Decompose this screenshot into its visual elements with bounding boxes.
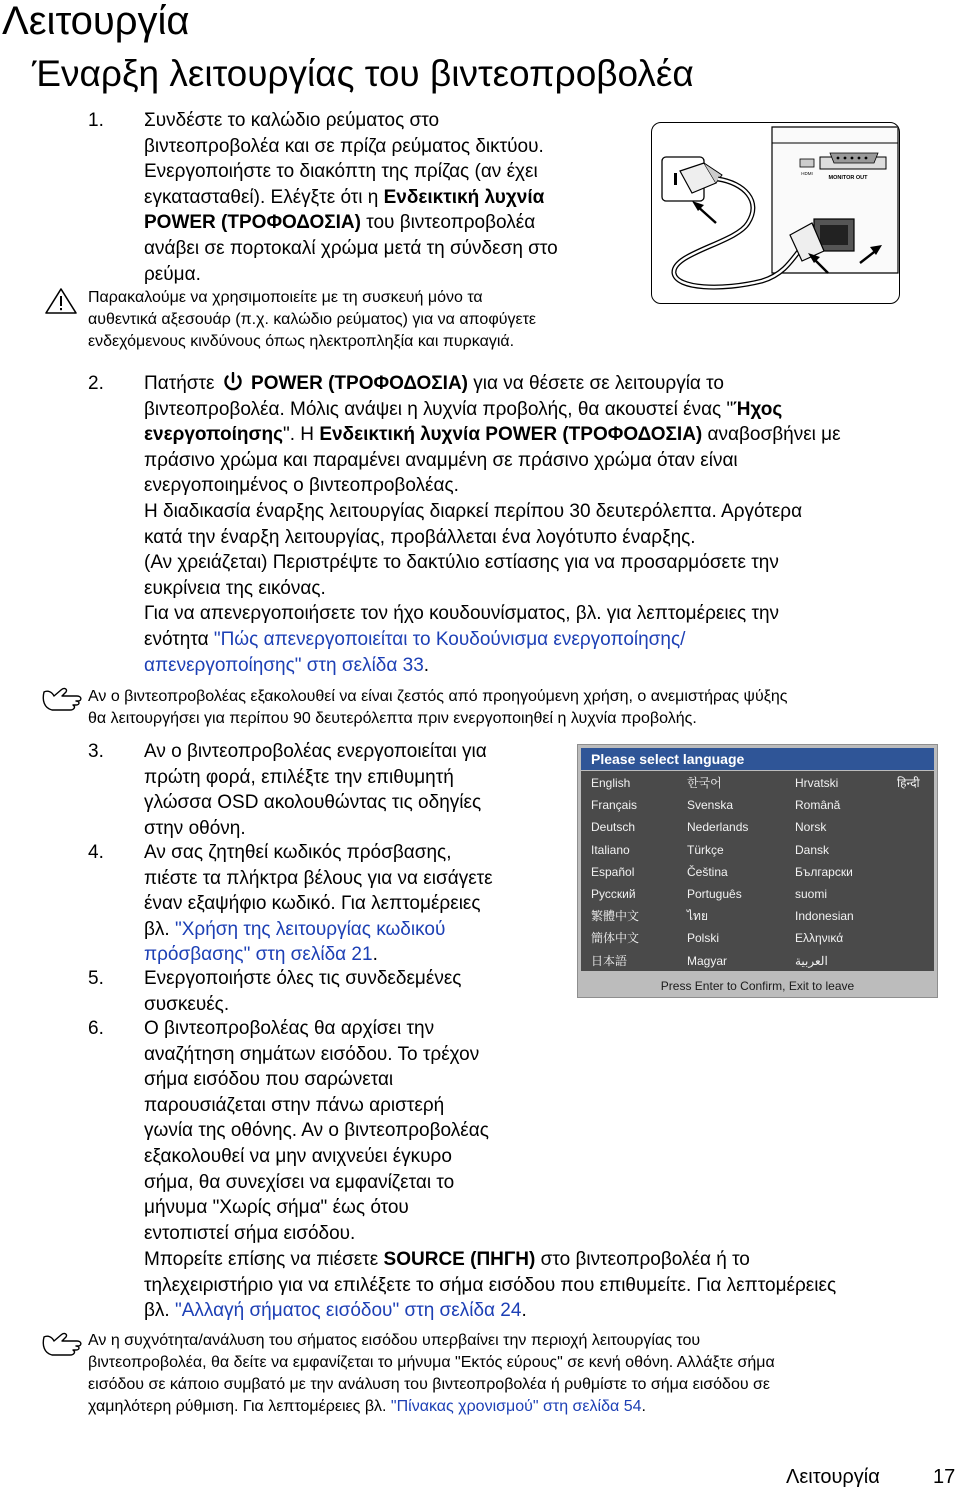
hdmi-label: HDMI: [801, 171, 813, 176]
osd-language-grid: [581, 771, 934, 971]
osd-language-option[interactable]: Dansk: [795, 842, 830, 857]
osd-language-option[interactable]: ไทย: [687, 909, 708, 924]
link-source-section[interactable]: "Αλλαγή σήματος εισόδου" στη σελίδα 24: [175, 1300, 522, 1322]
power-cord-illustration: [651, 122, 900, 304]
warning-text: Παρακαλούμε να χρησιμοποιείτε με τη συσκευή μόνο τα αυθεντικά αξεσουάρ (π.χ. καλώδιο ρεύματος) για να αποφύγετε ενδεχόμενους κινδύνους όπως ηλεκτροπληξία και πυρκαγιά.: [88, 289, 537, 350]
step-4-number: 4.: [88, 842, 104, 863]
section-title: Λειτουργία: [2, 0, 190, 43]
warning-triangle-icon: [44, 287, 78, 315]
monitor-out-label: MONITOR OUT: [828, 175, 868, 181]
osd-language-option[interactable]: Français: [591, 798, 638, 813]
osd-language-option[interactable]: Português: [687, 887, 742, 901]
indicator-lamp-term: Ενδεικτική λυχνία: [383, 186, 545, 208]
page-number: 17: [933, 1466, 956, 1488]
osd-language-menu: [577, 744, 938, 998]
step-6-text: Ο βιντεοπροβολέας θα αρχίσει την αναζήτηση σημάτων εισόδου. Το τρέχον σήμα εισόδου που σαρώνεται παρουσιάζεται στην πάνω αριστερή γωνία της οθόνης. Αν ο βιντεοπροβολέας εξακολουθεί να μην ανιχνεύει έγκυρο σήμα, θα συνεχίσει να εμφανίζεται το μήνυμα "Χωρίς σήμα" έως ότου εντοπιστεί σήμα εισόδου.: [144, 1018, 489, 1244]
osd-language-row: [581, 862, 934, 882]
osd-language-option[interactable]: suomi: [795, 887, 828, 901]
osd-language-option[interactable]: 繁體中文: [591, 909, 640, 924]
link-chime-section[interactable]: "Πώς απενεργοποιείται το Κουδούνισμα ενεργοποίησης/: [213, 628, 686, 650]
osd-language-row: [581, 884, 934, 904]
osd-language-option[interactable]: 日本語: [591, 953, 628, 968]
power-button-icon: [220, 372, 246, 392]
osd-language-option[interactable]: Deutsch: [591, 820, 636, 835]
osd-language-option[interactable]: English: [591, 776, 631, 790]
osd-footer: Press Enter to Confirm, Exit to leave: [660, 979, 855, 993]
step-1-text: Συνδέστε το καλώδιο ρεύματος στο βιντεοπροβολέα και σε πρίζα ρεύματος δικτύου. Ενεργοποιήστε το διακόπτη της πρίζας (αν έχει εγκατασταθεί). Ελέγξτε ότι η Ενδεικτική λυχνία POWER (ΤΡΟΦΟΔΟΣΙΑ) του βιντεοπροβολέα ανάβει σε πορτοκαλί χρώμα μετά τη σύνδεση στο ρεύμα.: [144, 110, 558, 285]
osd-language-option[interactable]: Čeština: [687, 864, 728, 879]
osd-language-option[interactable]: Polski: [687, 931, 720, 946]
link-timing-table[interactable]: "Πίνακας χρονισμού" στη σελίδα 54: [390, 1398, 642, 1415]
osd-language-row: [581, 951, 934, 971]
osd-language-row: [581, 906, 934, 926]
footer-section-label: Λειτουργία: [786, 1466, 880, 1488]
step-4-text: Αν σας ζητηθεί κωδικός πρόσβασης, πιέστε τα πλήκτρα βέλους για να εισάγετε έναν εξαψήφιο κωδικό. Για λεπτομέρειες βλ. "Χρήση της λειτουργίας κωδικού πρόσβασης" στη σελίδα 21.: [144, 842, 493, 966]
step-5-number: 5.: [88, 968, 104, 989]
link-password-section[interactable]: "Χρήση της λειτουργίας κωδικού: [175, 918, 446, 940]
osd-language-option[interactable]: Hrvatski: [795, 776, 839, 790]
subsection-title: Έναρξη λειτουργίας του βιντεοπροβολέα: [32, 53, 694, 94]
osd-language-row: [581, 795, 934, 815]
osd-language-option[interactable]: Español: [591, 864, 635, 879]
osd-language-option[interactable]: Nederlands: [687, 820, 749, 835]
osd-language-option[interactable]: Indonesian: [795, 909, 854, 924]
note-hand-icon: [40, 686, 84, 714]
osd-title: Please select language: [581, 748, 934, 770]
note-1-text: Αν ο βιντεοπροβολέας εξακολουθεί να είναι ζεστός από προηγούμενη χρήση, ο ανεμιστήρας ψύξης θα λειτουργήσει για περίπου 90 δευτερόλεπτα πριν ενεργοποιηθεί η λυχνία προβολής.: [88, 688, 788, 727]
osd-language-option[interactable]: Русский: [591, 887, 636, 901]
step-6-number: 6.: [88, 1018, 104, 1039]
osd-language-row: [581, 840, 934, 860]
step-1-number: 1.: [88, 110, 104, 131]
step-2-number: 2.: [88, 373, 104, 394]
osd-language-option[interactable]: 簡体中文: [591, 931, 640, 946]
step-2-text: Πατήστε POWER (ΤΡΟΦΟΔΟΣΙΑ) για να θέσετε σε λειτουργία το βιντεοπροβολέα. Μόλις ανάψει η λυχνία προβολής, θα ακουστεί ένας "Ήχος ενεργοποίησης". Η Ενδεικτική λυχνία POWER (ΤΡΟΦΟΔΟΣΙΑ) αναβοσβήνει με πράσινο χρώμα και παραμένει αναμμένη σε πράσινο χρώμα όταν είναι ενεργοποιημένος ο βιντεοπροβολέας. Η διαδικασία έναρξης λειτουργίας διαρκεί περίπου 30 δευτερόλεπτα. Αργότερα κατά την έναρξη λειτουργίας, προβάλλεται ένα λογότυπο έναρξης. (Αν χρειάζεται) Περιστρέψτε το δακτύλιο εστίασης για να προσαρμόσετε την ευκρίνεια της εικόνας. Για να απενεργοποιήσετε τον ήχο κουδουνίσματος, βλ. για λεπτομέρειες την ενότητα "Πώς απενεργοποιείται το Κουδούνισμα ενεργοποίησης/ απενεργοποίησης" στη σελίδα 33.: [144, 373, 841, 676]
osd-language-row: [581, 773, 934, 793]
osd-language-option[interactable]: العربية: [795, 953, 828, 968]
osd-language-option[interactable]: Norsk: [795, 820, 827, 835]
osd-language-option[interactable]: Italiano: [591, 842, 630, 857]
osd-language-option[interactable]: Svenska: [687, 798, 734, 813]
note-2-text: Αν η συχνότητα/ανάλυση του σήματος εισόδου υπερβαίνει την περιοχή λειτουργίας του βιντεοπροβολέα, θα δείτε να εμφανίζεται το μήνυμα "Εκτός εύρους" σε κενή οθόνη. Αλλάξτε σήμα εισόδου σε κάποιο συμβατό με την ανάλυση του βιντεοπροβολέα ή ρυθμίστε το σήμα εισόδου σε χαμηλότερη ρύθμιση. Για λεπτομέρειες βλ. "Πίνακας χρονισμού" στη σελίδα 54.: [88, 1332, 775, 1415]
step-3-number: 3.: [88, 741, 104, 762]
link-password-section-page[interactable]: πρόσβασης" στη σελίδα 21: [144, 944, 373, 966]
step-5-text: Ενεργοποιήστε όλες τις συνδεδεμένες συσκευές.: [144, 968, 462, 1015]
step-6-source-text: Μπορείτε επίσης να πιέσετε SOURCE (ΠΗΓΗ) στο βιντεοπροβολέα ή το τηλεχειριστήριο για να επιλέξετε το σήμα εισόδου που επιθυμείτε. Για λεπτομέρειες βλ. "Αλλαγή σήματος εισόδου" στη σελίδα 24.: [144, 1249, 837, 1322]
note-hand-icon: [40, 1331, 84, 1359]
link-chime-section-page[interactable]: απενεργοποίησης" στη σελίδα 33: [144, 654, 424, 676]
osd-language-option[interactable]: Magyar: [687, 953, 728, 968]
power-term: POWER (ΤΡΟΦΟΔΟΣΙΑ): [144, 212, 361, 234]
osd-language-option[interactable]: Română: [795, 798, 841, 813]
osd-language-row: [581, 928, 934, 948]
step-3-text: Αν ο βιντεοπροβολέας ενεργοποιείται για πρώτη φορά, επιλέξτε την επιθυμητή γλώσσα OSD ακολουθώντας τις οδηγίες στην οθόνη.: [144, 741, 487, 839]
osd-language-row: [581, 817, 934, 837]
osd-language-option[interactable]: Ελληνικά: [795, 931, 844, 946]
osd-language-option[interactable]: Български: [795, 864, 853, 879]
osd-language-option[interactable]: 한국어: [687, 776, 722, 790]
osd-language-option[interactable]: Türkçe: [687, 842, 724, 857]
osd-language-option[interactable]: हिन्दी: [897, 776, 920, 790]
